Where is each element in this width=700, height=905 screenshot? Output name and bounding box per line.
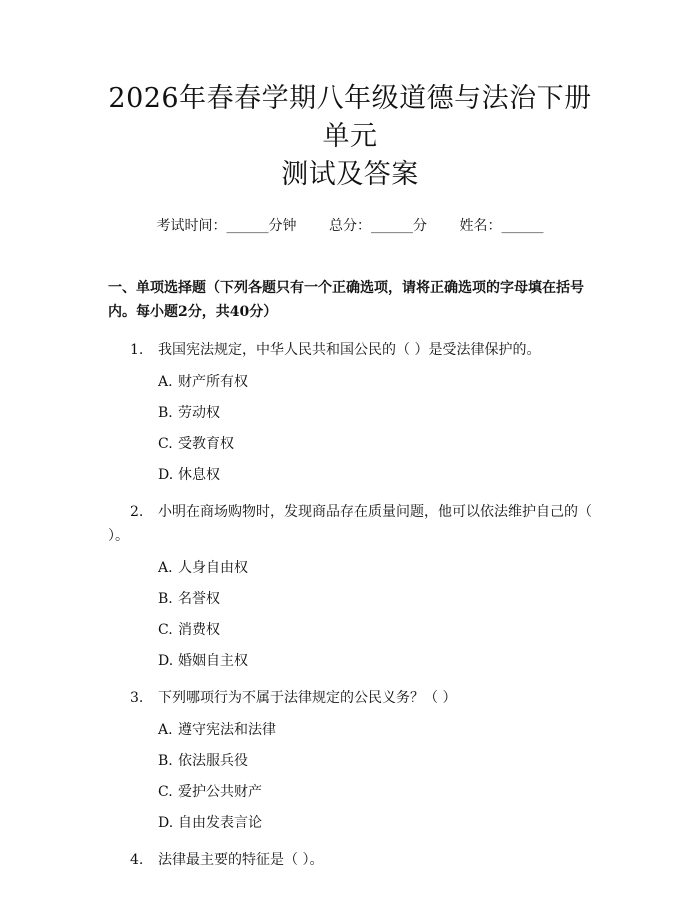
option-label: A. xyxy=(158,722,173,738)
document-title xyxy=(108,0,592,194)
question-number: 3. xyxy=(130,690,144,706)
question-text: 我国宪法规定，中华人民共和国公民的（ ）是受法律保护的。 xyxy=(158,342,541,358)
option-label: C. xyxy=(158,436,173,452)
option-label: A. xyxy=(158,560,173,576)
question-text: 下列哪项行为不属于法律规定的公民义务？（ ） xyxy=(158,690,457,706)
question-3 xyxy=(108,686,592,710)
option-2d xyxy=(108,650,592,672)
option-label: D. xyxy=(158,653,174,669)
question-number: 4. xyxy=(130,852,144,868)
title-line-2: 测试及答案 xyxy=(281,159,419,190)
total-score-field: 总分：______分 xyxy=(329,218,427,234)
option-label: D. xyxy=(158,467,174,483)
title-line-1: 2026年春春学期八年级道德与法治下册单元 xyxy=(108,83,592,152)
option-2a xyxy=(108,557,592,579)
option-text: 受教育权 xyxy=(178,436,234,452)
option-3b xyxy=(108,750,592,772)
option-text: 消费权 xyxy=(178,622,220,638)
option-text: 遵守宪法和法律 xyxy=(178,722,276,738)
option-label: B. xyxy=(158,753,173,769)
question-1 xyxy=(108,338,592,362)
option-text: 爱护公共财产 xyxy=(178,784,262,800)
option-1d xyxy=(108,464,592,486)
option-3a xyxy=(108,719,592,741)
question-text: 小明在商场购物时，发现商品存在质量问题，他可以依法维护自己的（ ）。 xyxy=(108,504,592,544)
option-text: 自由发表言论 xyxy=(178,815,262,831)
option-3d xyxy=(108,812,592,834)
option-label: B. xyxy=(158,405,173,421)
question-4 xyxy=(108,848,592,872)
option-text: 名誉权 xyxy=(178,591,220,607)
option-1b xyxy=(108,402,592,424)
option-label: D. xyxy=(158,815,174,831)
exam-time-field: 考试时间：______分钟 xyxy=(156,218,297,234)
exam-meta xyxy=(108,216,592,236)
student-name-field: 姓名：______ xyxy=(459,218,544,234)
option-label: A. xyxy=(158,374,173,390)
option-3c xyxy=(108,781,592,803)
option-text: 财产所有权 xyxy=(178,374,248,390)
option-1c xyxy=(108,433,592,455)
option-text: 休息权 xyxy=(178,467,220,483)
option-label: C. xyxy=(158,622,173,638)
option-text: 依法服兵役 xyxy=(178,753,248,769)
option-2c xyxy=(108,619,592,641)
option-label: C. xyxy=(158,784,173,800)
option-2b xyxy=(108,588,592,610)
question-number: 2. xyxy=(130,504,144,520)
option-text: 劳动权 xyxy=(178,405,220,421)
question-text: 法律最主要的特征是（ ）。 xyxy=(158,852,324,868)
option-label: B. xyxy=(158,591,173,607)
option-text: 人身自由权 xyxy=(178,560,248,576)
option-text: 婚姻自主权 xyxy=(178,653,248,669)
option-1a xyxy=(108,371,592,393)
section-heading-single-choice: 一、单项选择题（下列各题只有一个正确选项，请将正确选项的字母填在括号内。每小题2分，共40分） xyxy=(108,280,584,320)
question-2 xyxy=(108,500,592,548)
question-number: 1. xyxy=(130,342,144,358)
